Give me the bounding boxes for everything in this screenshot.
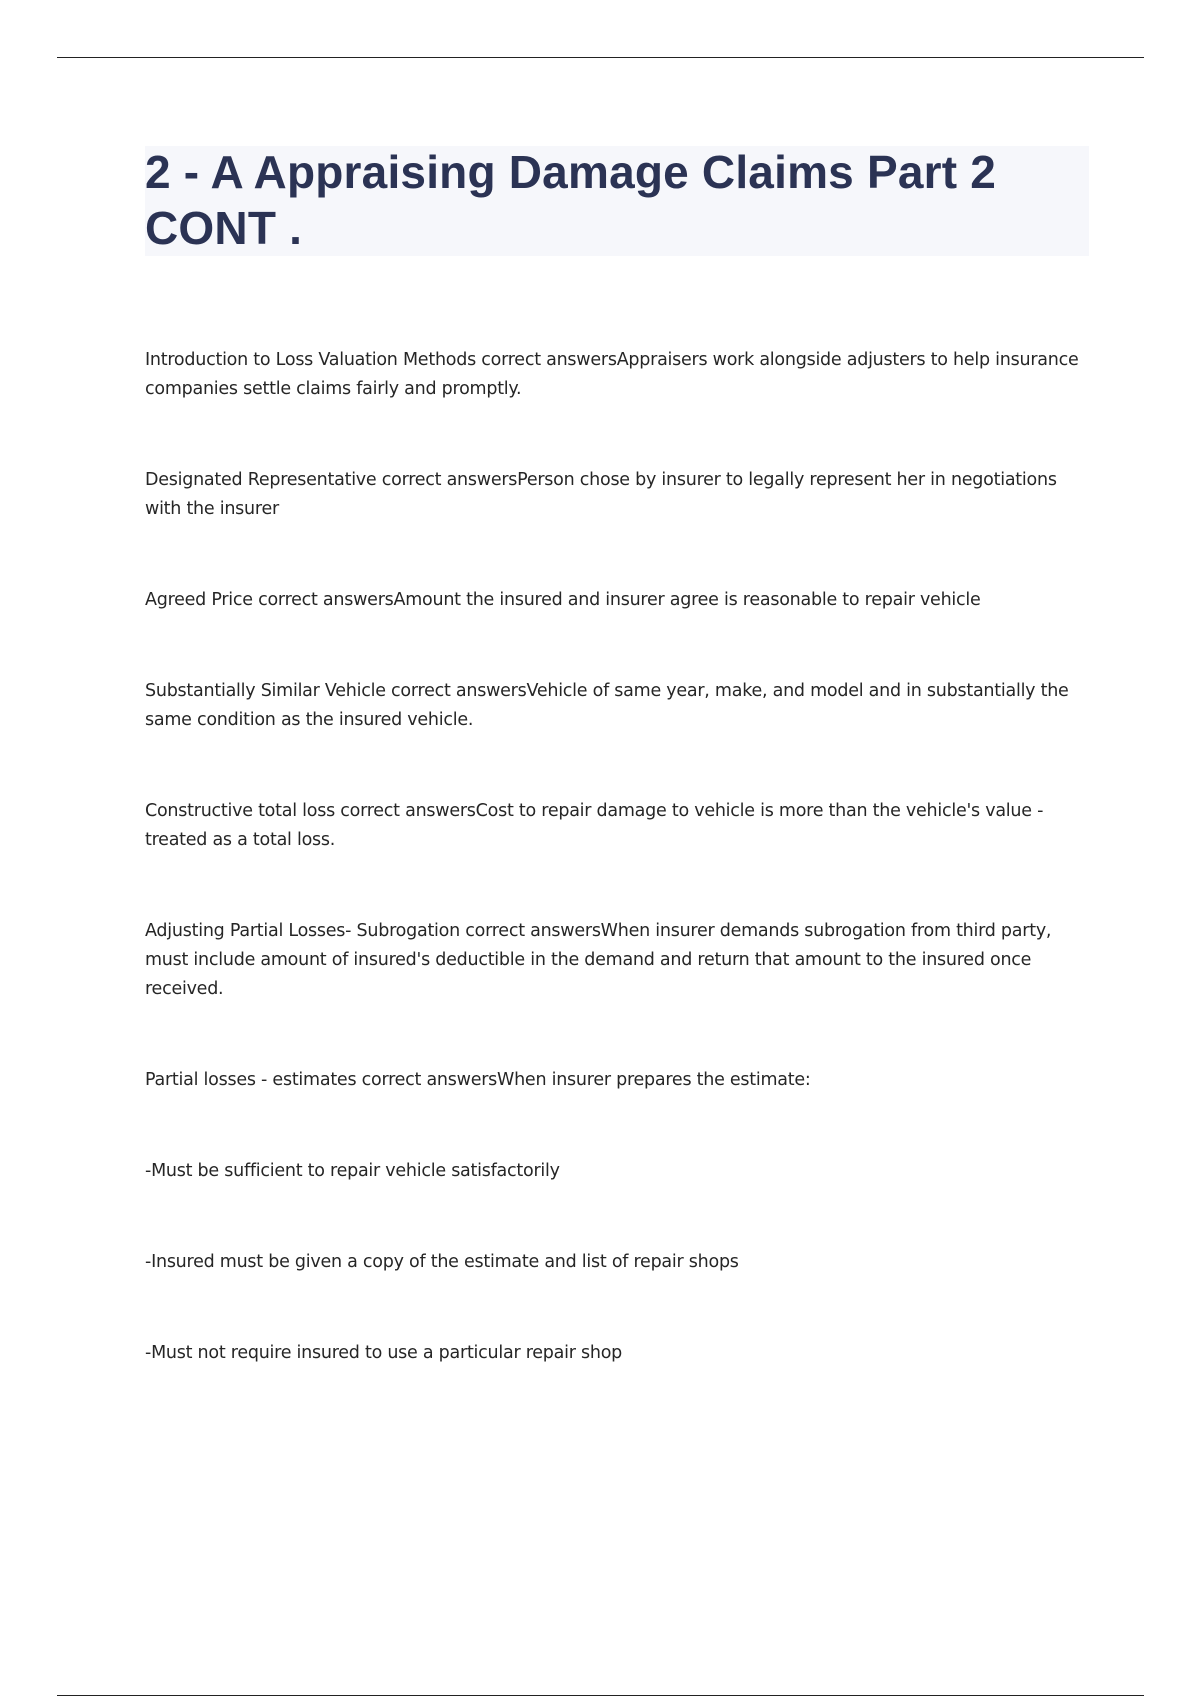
document-body [145,346,1090,1430]
paragraph-partial-losses-estimates: Partial losses - estimates correct answersWhen insurer prepares the estimate: [145,1070,811,1090]
page-title: 2 - A Appraising Damage Claims Part 2 CONT . [145,146,996,254]
paragraph-subrogation: Adjusting Partial Losses- Subrogation correct answersWhen insurer demands subrogation from third party, must include amount of insured's deductible in the demand and return that amount to the insured once received. [145,921,1052,999]
bottom-rule [57,1695,1144,1696]
bullet-no-particular-shop: -Must not require insured to use a particular repair shop [145,1343,623,1363]
paragraph-designated-representative: Designated Representative correct answersPerson chose by insurer to legally represent her in negotiations with the insurer [145,470,1057,519]
paragraph-constructive-total-loss: Constructive total loss correct answersCost to repair damage to vehicle is more than the vehicle's value - treated as a total loss. [145,801,1044,850]
bullet-copy-of-estimate: -Insured must be given a copy of the estimate and list of repair shops [145,1252,739,1272]
paragraph-agreed-price: Agreed Price correct answersAmount the insured and insurer agree is reasonable to repair vehicle [145,590,981,610]
paragraph-intro-loss-valuation: Introduction to Loss Valuation Methods correct answersAppraisers work alongside adjusters to help insurance companies settle claims fairly and promptly. [145,350,1079,399]
top-rule [57,57,1144,58]
paragraph-substantially-similar-vehicle: Substantially Similar Vehicle correct answersVehicle of same year, make, and model and in substantially the same condition as the insured vehicle. [145,681,1069,730]
bullet-sufficient-repair: -Must be sufficient to repair vehicle satisfactorily [145,1161,560,1181]
